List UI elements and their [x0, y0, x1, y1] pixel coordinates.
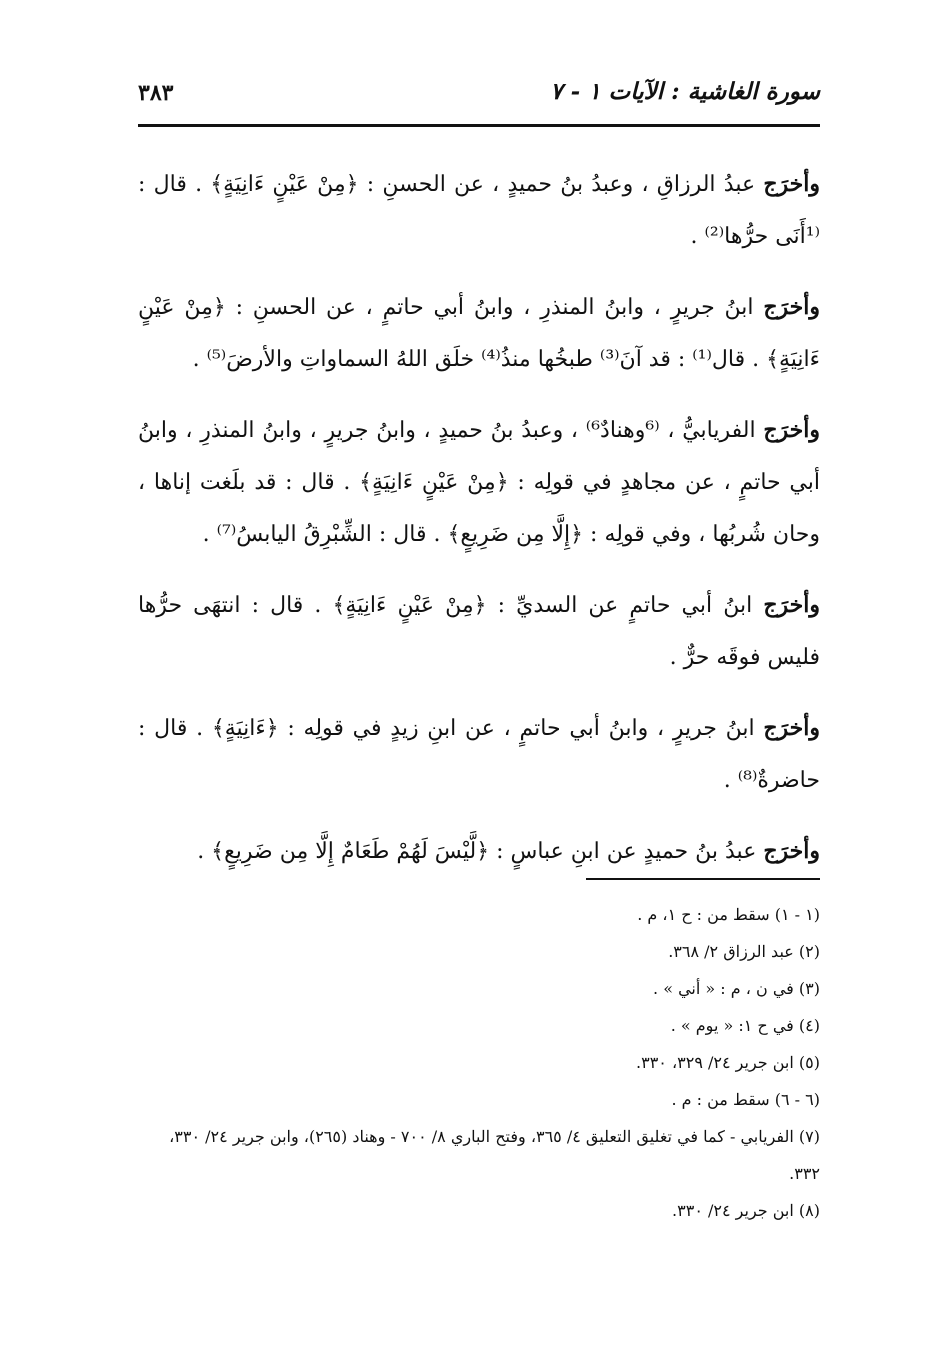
footnote: (٣) في ن ، م : « أني » . — [653, 979, 820, 998]
paragraph-lead: وأخرَج — [763, 715, 820, 741]
footnote: (٤) في ح ١: « يوم » . — [670, 1016, 820, 1035]
running-title: سورة الغاشية : الآيات ١ - ٧ — [550, 78, 820, 105]
footnote: (٦ - ٦) سقط من : م . — [671, 1090, 820, 1109]
paragraph-text: ابنُ أبي حاتمٍ عن السديِّ : ﴿مِنْ عَيْنٍ ءَانِيَةٍ﴾ . قال : انتهَى حرُّها فليس فوقَه حرٌّ . — [138, 593, 820, 670]
footnote: (٥) ابن جرير ٢٤/ ٣٢٩، ٣٣٠. — [636, 1053, 820, 1072]
paragraph-lead: وأخرَج — [763, 592, 820, 618]
paragraph-text: ابنُ جريرٍ ، وابنُ أبي حاتمٍ ، عن ابنِ زيدٍ في قولِه : ﴿ءَانِيَةٍ﴾ . قال : حاضرةٌ⁽⁸⁾ . — [138, 716, 820, 793]
paragraph-lead: وأخرَج — [763, 294, 820, 320]
page-number: ٣٨٣ — [138, 80, 174, 106]
paragraph-lead: وأخرَج — [763, 171, 820, 197]
paragraph-text: عبدُ الرزاقِ ، وعبدُ بنُ حميدٍ ، عن الحسنِ : ﴿مِنْ عَيْنٍ ءَانِيَةٍ﴾ . قال : ⁽¹أَنَى حرُّها⁽²⁾ . — [138, 172, 820, 249]
footnote: (٢) عبد الرزاق ٢/ ٣٦٨. — [668, 942, 820, 961]
paragraph — [138, 825, 820, 878]
footnotes — [138, 896, 820, 1229]
paragraph — [138, 158, 820, 263]
header-rule — [138, 124, 820, 127]
footnote: (١ - ١) سقط من : ح ١، م . — [637, 905, 820, 924]
paragraph — [138, 281, 820, 386]
paragraph — [138, 404, 820, 561]
paragraph-text: ابنُ جريرٍ ، وابنُ المنذرِ ، وابنُ أبي حاتمٍ ، عن الحسنِ : ﴿مِنْ عَيْنٍ ءَانِيَةٍ﴾ . قال⁽¹⁾ : قد آنَ⁽³⁾ طبخُها منذُ⁽⁴⁾ خلَق اللهُ السماواتِ والأرضَ⁽⁵⁾ . — [138, 295, 820, 372]
footnote: (٨) ابن جرير ٢٤/ ٣٣٠. — [672, 1201, 820, 1220]
paragraph — [138, 702, 820, 807]
paragraph-lead: وأخرَج — [763, 838, 820, 864]
paragraph — [138, 579, 820, 684]
main-text — [138, 158, 820, 896]
paragraph-lead: وأخرَج — [763, 417, 821, 443]
page-header — [138, 78, 820, 118]
footnote-separator — [586, 878, 820, 880]
paragraph-text: عبدُ بنُ حميدٍ عن ابنِ عباسٍ : ﴿لَّيْسَ لَهُمْ طَعَامٌ إِلَّا مِن ضَرِيعٍ﴾ . — [197, 839, 764, 864]
paragraph-text: الفريابيُّ ، ⁽⁶وهنادٌ⁶⁾ ، وعبدُ بنُ حميدٍ ، وابنُ جريرٍ ، وابنُ المنذرِ ، وابنُ أبي حاتمٍ ، عن مجاهدٍ في قولِه : ﴿مِنْ عَيْنٍ ءَانِيَةٍ﴾ . قال : قد بلَغت إناها ، وحان شُربُها ، وفي قولِه : ﴿إِلَّا مِن ضَرِيعٍ﴾ . قال : الشِّبْرِقُ اليابسُ⁽⁷⁾ . — [138, 418, 820, 547]
footnote: (٧) الفريابي - كما في تغليق التعليق ٤/ ٣٦٥، وفتح الباري ٨/ ٧٠٠ - وهناد (٢٦٥)، وابن جرير ٢٤/ ٣٣٠، ٣٣٢. — [169, 1127, 820, 1183]
